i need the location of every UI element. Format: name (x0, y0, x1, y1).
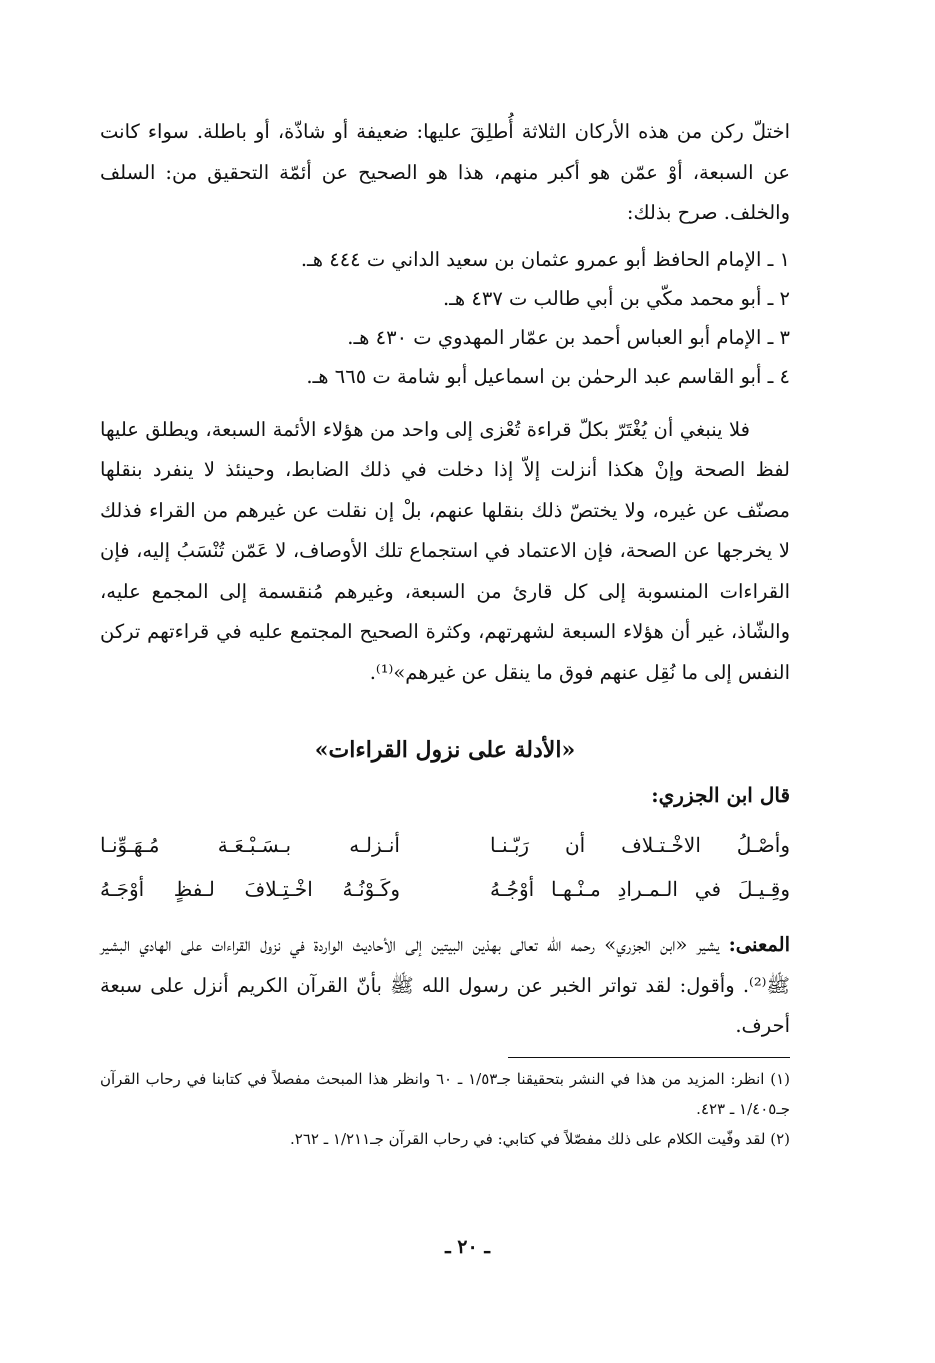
scholar-item: ٢ ـ أبو محمد مكّي بن أبي طالب ت ٤٣٧ هـ. (442, 286, 790, 310)
verse-first-hemistich: وأصْـلُ الاخْـتـلاف أن رَبّـنـا (490, 833, 790, 857)
footnotes (100, 1064, 790, 1154)
verse-line (100, 823, 790, 867)
meaning-text: يشير «ابن الجزري» رحمه الله تعالى بهذين البيتين إلى الأحاديث الواردة في نزول القراءات على الهادي البشير ﷺ⁽²⁾. وأقول: لقد تواتر الخبر عن رسول الله ﷺ بأنّ القرآن الكريم أنزل على سبعة أحرف. (100, 933, 790, 1037)
verse-first-hemistich: وقِـيـلَ في الـمـرادِ مـنْـهـا أوْجُـهُ (490, 877, 790, 901)
scholars-list (100, 240, 790, 396)
verse-line (100, 867, 790, 911)
quote-paragraph: فلا ينبغي أن يُغْتَرّ بكلّ قراءة تُعْزى إلى واحد من هؤلاء الأئمة السبعة، ويطلق عليها لفظ الصحة وإنْ هكذا أنزلت إلاّ إذا دخلت في ذلك الضابط، وحينئذ لا ينفرد بنقلها مصنّف عن غيره، ولا يختصّ ذلك بنقلها عنهم، بلْ إن نقلت عن غيرهم من القراء فذلك لا يخرجها عن الصحة، فإن الاعتماد في استجماع تلك الأوصاف، لا عَمّن تُنْسَبُ إليه، فإن القراءات المنسوبة إلى كل قارئ من السبعة، وغيرهم مُنقسمة إلى المجمع عليه، والشّاذ، غير أن هؤلاء السبعة لشهرتهم، وكثرة الصحيح المجتمع عليه في قراءتهم تركن النفس إلى ما نُقِل عنهم فوق ما ينقل عن غيرهم»⁽¹⁾. (100, 417, 790, 684)
verse-second-hemistich: وكَـوْنُـهُ اخْـتِـلافَ لـفظٍ أوْجَـهُ (100, 877, 400, 901)
page-body (100, 112, 790, 1154)
scholar-item: ٣ ـ الإمام أبو العباس أحمد بن عمّار المهدوي ت ٤٣٠ هـ. (347, 325, 790, 349)
section-heading: «الأدلة على نزول القراءات» (314, 737, 576, 763)
scholar-item: ١ ـ الإمام الحافظ أبو عمرو عثمان بن سعيد الداني ت ٤٤٤ هـ. (300, 247, 790, 271)
footnote-item: (١) انظر: المزيد من هذا في النشر بتحقيقنا جـ١/٥٣ ـ ٦٠ وانظر هذا المبحث مفصلاً في كتابنا في رحاب القرآن جـ١/٤٠٥ ـ ٤٢٣. (100, 1069, 790, 1118)
verse-second-hemistich: أنـزلـه بـسَـبْـعَـة مُـهَـوِّنـا (100, 833, 400, 857)
scholar-item: ٤ ـ أبو القاسم عبد الرحمٰن بن اسماعيل أبو شامة ت ٦٦٥ هـ. (306, 364, 790, 388)
page-number: ـ ٢٠ ـ (445, 1236, 490, 1258)
meaning-paragraph (100, 925, 790, 1047)
footnote-item: (٢) لقد وفّيت الكلام على ذلك مفصّلاً في كتابي: في رحاب القرآن جـ١/٢١١ ـ ٢٦٢. (290, 1129, 790, 1148)
poet-attribution: قال ابن الجزري: (651, 783, 790, 807)
meaning-label: المعنى: (728, 933, 790, 956)
verses-block (100, 823, 790, 911)
footnote-divider (508, 1057, 790, 1058)
intro-paragraph: اختلّ ركن من هذه الأركان الثلاثة أُطلِقَ عليها: ضعيفة أو شاذّة، أو باطلة. سواء كانت عن السبعة، أوْ عمّن هو أكبر منهم، هذا هو الصحيح عن أئمّة التحقيق من: السلف والخلف. صرح بذلك: (100, 120, 790, 224)
